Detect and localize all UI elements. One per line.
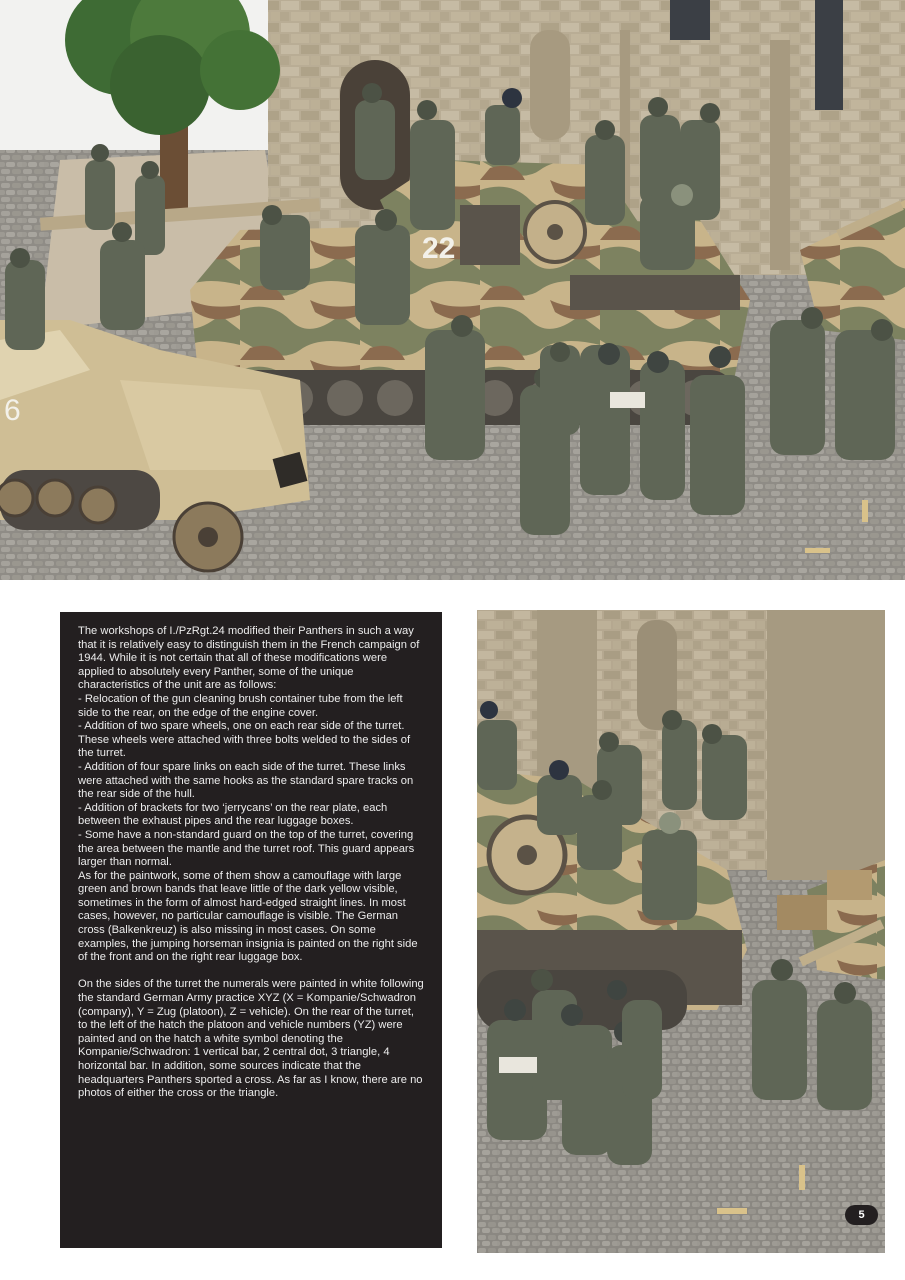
top-diorama-scene [0,0,905,580]
article-paragraph: On the sides of the turret the numerals were painted in white following the standard German Army practice XYZ (X = Kompanie/Schwadron (company), Y = Zug (platoon), Z = vehicle). On the rear of the turret, to the left of the hatch the platoon and vehicle numbers (YZ) were painted and on the hatch a white symbol denoting the Kompanie/Schwadron: 1 vertical bar, 2 central dot, 3 triangle, 4 horizontal bar. In addition, some sources indicate that the headquarters Panthers sported a cross. As far as I know, there are no photos of either the cross or the triangle. [78,978,424,1100]
article-paragraph: - Addition of four spare links on each side of the turret. These links were attached with the same hooks as the standard spare tracks on the rear side of the hull. [78,760,414,801]
article-paragraph: As for the paintwork, some of them show a camouflage with large green and brown bands that leave little of the dark yellow visible, sometimes in the form of almost hard-edged straight lines. In most cases, however, no particular camouflage is visible. The German cross (Balkenkreuz) is also missing in most cases. On some examples, the jumping horseman insignia is painted on the right side of the front and on the right rear luggage box. [78,869,418,964]
article-paragraph: - Addition of brackets for two ‘jerrycans’ on the rear plate, each between the exhaust pipes and the rear luggage boxes. [78,801,388,828]
article-text-panel [60,612,442,1248]
side-diorama-scene [477,610,885,1253]
turret-number: 22 [422,232,456,265]
article-paragraph: - Some have a non-standard guard on the top of the turret, covering the area between the mantle and the turret roof. This guard appears larger than normal. [78,828,415,869]
article-paragraph: - Addition of two spare wheels, one on each rear side of the turret. These wheels were attached with three bolts welded to the sides of the turret. [78,720,411,760]
top-diorama-photo [0,0,905,580]
page-number: 5 [845,1205,878,1225]
article-paragraph: - Relocation of the gun cleaning brush container tube from the left side to the rear, on the edge of the engine cover. [78,692,403,719]
halftrack-number: 6 [4,394,21,427]
article-paragraph: The workshops of I./PzRgt.24 modified their Panthers in such a way that it is relatively easy to distinguish them in the French campaign of 1944. While it is not certain that all of these modifications were applied to absolutely every Panther, some of the unique characteristics of the unit are as follows: [78,625,420,692]
side-diorama-photo [477,610,885,1253]
